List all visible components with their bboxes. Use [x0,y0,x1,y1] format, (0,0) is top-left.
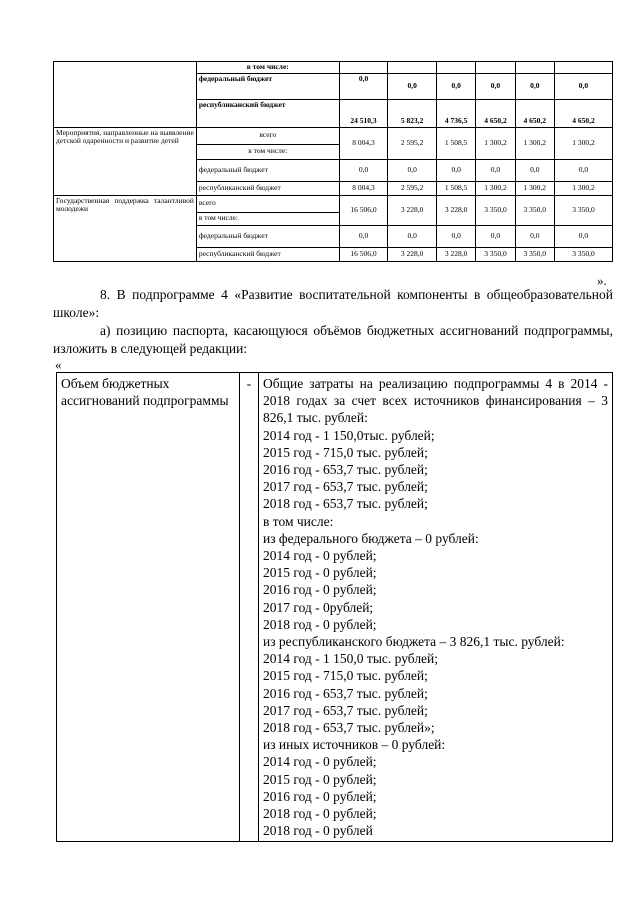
row-label: в том числе: [196,62,339,74]
table-cell: 0,0 [554,73,612,99]
table-cell: 3 350,0 [515,247,554,261]
passport-line: 2018 год - 0 рублей; [263,616,377,632]
table-cell: 16 506,0 [339,247,388,261]
table-cell: 0,0 [476,73,515,99]
table-cell: 24 510,3 [339,99,388,127]
table-cell: 0,0 [476,159,515,181]
table-cell: 4 736,5 [436,99,475,127]
table-cell: 0,0 [476,225,515,247]
passport-line: 2014 год - 1 150,0тыс. рублей; [263,427,435,443]
row-label: в том числе: [196,212,339,225]
passport-line: 2014 год - 1 150,0 тыс. рублей; [263,651,439,667]
table-cell: 0,0 [339,159,388,181]
paragraph-a: а) позицию паспорта, касающуюся объёмов бюджетных ассигнований подпрограммы, изложить в следующей редакции: [53,323,613,356]
passport-line: 2017 год - 0рублей; [263,599,374,615]
program-name: Мероприятия, направленные на выявление детской одаренности и развитие детей [54,127,197,195]
passport-line: 2018 год - 653,7 тыс. рублей»; [263,720,435,736]
passport-lines [263,427,608,840]
passport-line: 2018 год - 0 рублей [263,823,373,839]
closing-quote: ». [597,273,607,288]
passport-line: из иных источников – 0 рублей: [263,737,446,753]
table-cell: 0,0 [515,159,554,181]
passport-intro: Общие затраты на реализацию подпрограммы 4 в 2014 - 2018 годах за счет всех источников финансирования – 3 826,1 тыс. рублей: [263,376,608,426]
table-cell: 1 300,2 [515,181,554,195]
passport-line: из республиканского бюджета – 3 826,1 тыс. рублей: [263,634,565,650]
table-cell: 0,0 [388,159,437,181]
table-cell: 0,0 [388,73,437,99]
table-cell: 2 595,2 [388,127,437,159]
row-label: республиканский бюджет [196,99,339,127]
table-cell: 8 004,3 [339,127,388,159]
row-label: республиканский бюджет [196,181,339,195]
row-label: республиканский бюджет [196,247,339,261]
table-cell: 2 595,2 [388,181,437,195]
table-cell: 1 300,2 [515,127,554,159]
table-cell: 3 228,0 [436,247,475,261]
table-cell: 1 300,2 [476,127,515,159]
passport-line: 2015 год - 715,0 тыс. рублей; [263,668,428,684]
table-cell: 3 228,0 [436,195,475,225]
table-cell: 0,0 [554,225,612,247]
table-cell: 0,0 [436,225,475,247]
passport-label: Объем бюджетных ассигнований подпрограммы [57,373,240,842]
row-label: в том числе: [196,144,339,159]
table-cell: 8 004,3 [339,181,388,195]
passport-line: 2018 год - 0 рублей; [263,806,377,822]
table-cell: 5 823,2 [388,99,437,127]
passport-line: 2014 год - 0 рублей; [263,754,377,770]
paragraph-8: 8. В подпрограмме 4 «Развитие воспитательной компоненты в общеобразовательной школе»: [53,287,613,320]
table-cell: 1 508,5 [436,181,475,195]
passport-line: 2017 год - 653,7 тыс. рублей; [263,702,428,718]
table-cell: 0,0 [339,73,388,99]
table-cell: 0,0 [388,225,437,247]
table-cell: 0,0 [515,73,554,99]
table-cell: 1 508,5 [436,127,475,159]
passport-line: 2016 год - 0 рублей; [263,582,377,598]
table-cell: 1 300,2 [554,127,612,159]
table-cell: 4 650,2 [554,99,612,127]
passport-line: 2014 год - 0 рублей; [263,548,377,564]
table-cell: 0,0 [436,159,475,181]
table-cell: 0,0 [515,225,554,247]
table-cell: 4 650,2 [476,99,515,127]
passport-line: 2017 год - 653,7 тыс. рублей; [263,479,428,495]
table-cell: 3 350,0 [476,247,515,261]
table-cell: 3 228,0 [388,195,437,225]
table-cell: 1 300,2 [554,181,612,195]
passport-line: 2018 год - 653,7 тыс. рублей; [263,496,428,512]
passport-line: из федерального бюджета – 0 рублей: [263,530,479,546]
row-label: всего [196,195,339,212]
program-name: Государственная поддержка талантливой молодежи [54,195,197,261]
passport-line: 2015 год - 0 рублей; [263,565,377,581]
row-label: федеральный бюджет [196,159,339,181]
table-cell: 3 228,0 [388,247,437,261]
passport-line: 2015 год - 715,0 тыс. рублей; [263,444,428,460]
table-cell: 3 350,0 [554,247,612,261]
row-label: всего [196,127,339,144]
dash-separator: - [240,373,259,842]
opening-quote: « [55,357,62,372]
table-cell: 0,0 [554,159,612,181]
table-cell: 1 300,2 [476,181,515,195]
row-label: федеральный бюджет [196,73,339,99]
budget-table [53,61,613,262]
table-cell: 3 350,0 [476,195,515,225]
table-cell: 16 506,0 [339,195,388,225]
table-cell: 0,0 [436,73,475,99]
empty-program-cell [54,62,197,128]
passport-table [56,372,613,842]
passport-line: 2015 год - 0 рублей; [263,771,377,787]
passport-content [259,373,613,842]
passport-line: в том числе: [263,513,334,529]
row-label: федеральный бюджет [196,225,339,247]
table-cell: 0,0 [339,225,388,247]
passport-line: 2016 год - 653,7 тыс. рублей; [263,462,428,478]
table-cell: 4 650,2 [515,99,554,127]
passport-line: 2016 год - 653,7 тыс. рублей; [263,685,428,701]
passport-line: 2016 год - 0 рублей; [263,788,377,804]
table-cell: 3 350,0 [554,195,612,225]
table-cell: 3 350,0 [515,195,554,225]
